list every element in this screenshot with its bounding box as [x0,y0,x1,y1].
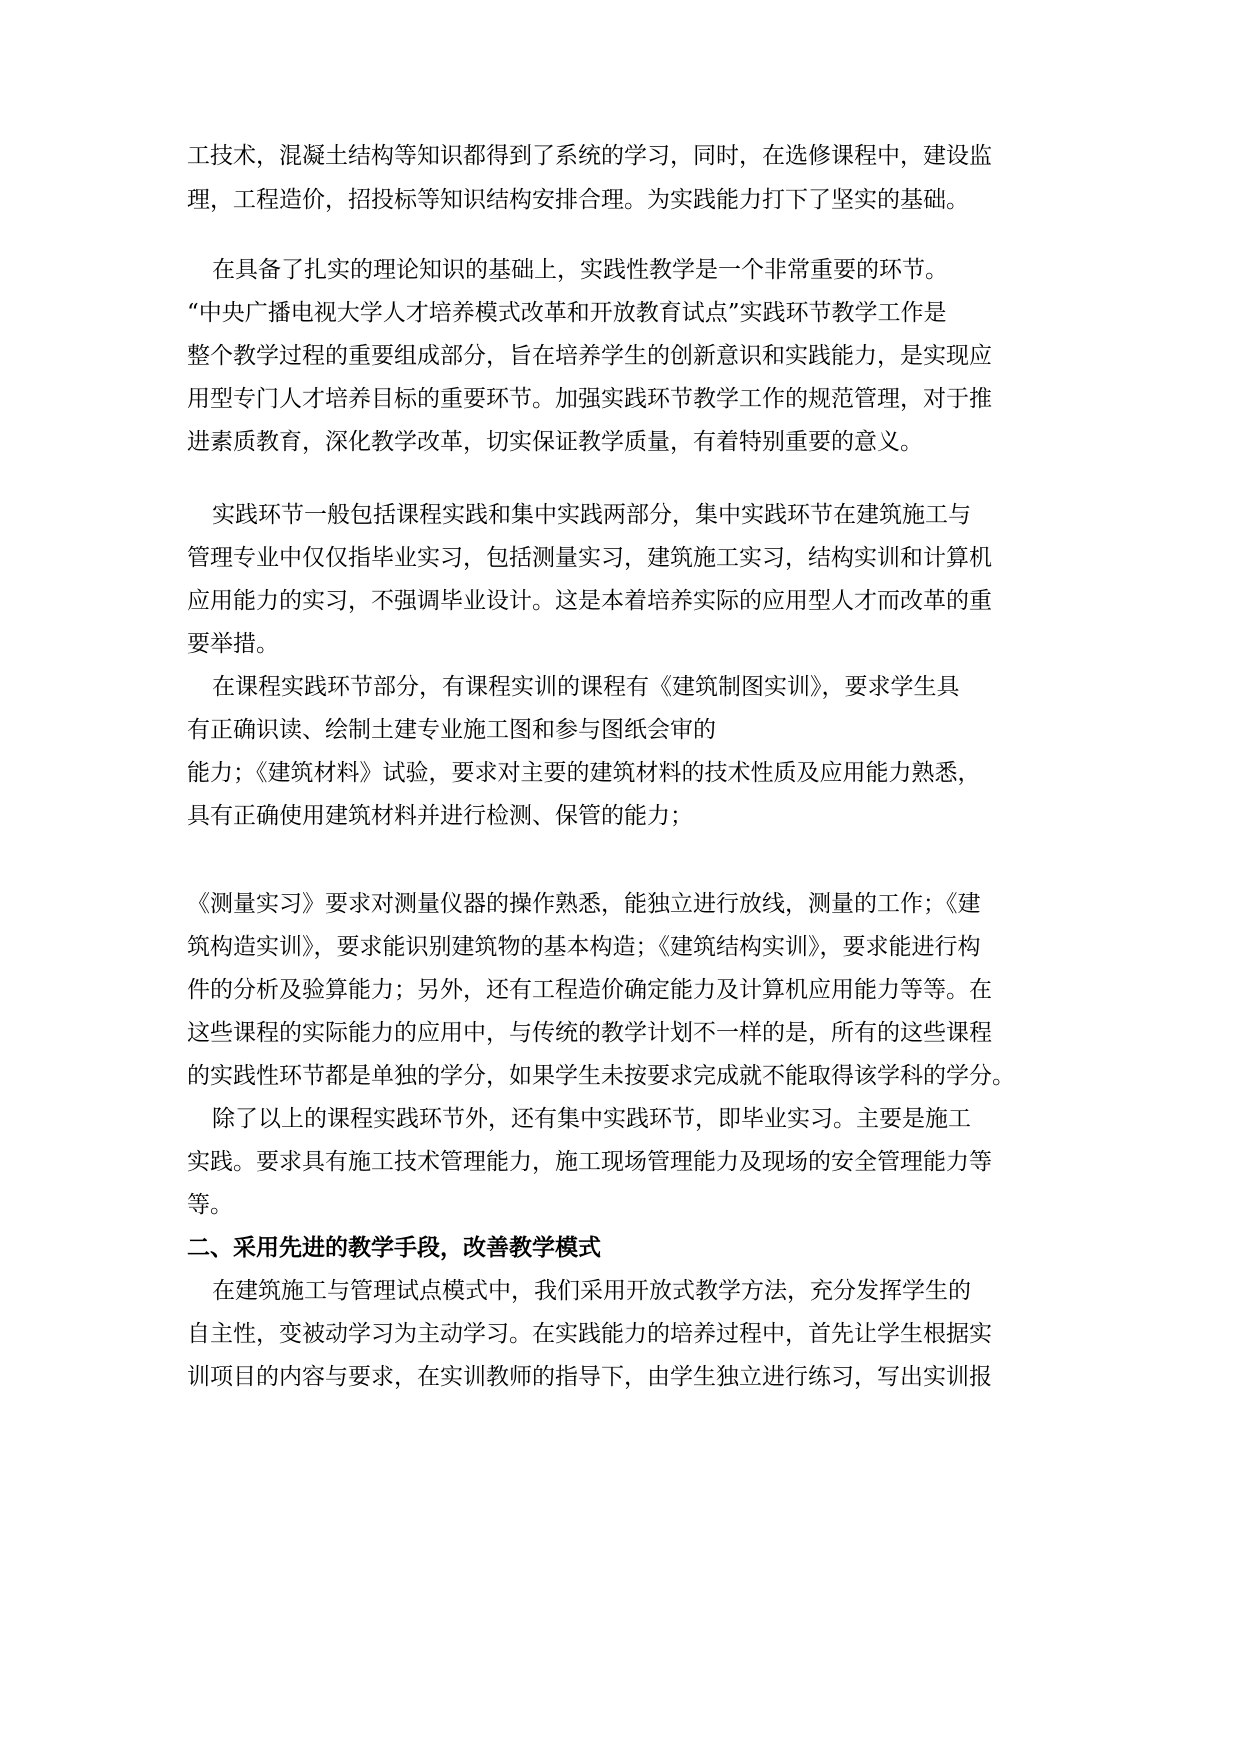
text-line: 《测量实习》要求对测量仪器的操作熟悉，能独立进行放线，测量的工作；《建 [187,891,981,917]
text-line: 除了以上的课程实践环节外，还有集中实践环节，即毕业实习。主要是施工 [212,1106,971,1132]
text-line: 能力；《建筑材料》试验，要求对主要的建筑材料的技术性质及应用能力熟悉， [187,760,981,786]
text-line: 整个教学过程的重要组成部分，旨在培养学生的创新意识和实践能力，是实现应 [187,343,992,369]
text-line: 工技术，混凝土结构等知识都得到了系统的学习，同时，在选修课程中，建设监 [187,143,992,169]
text-line: 等。 [187,1192,233,1218]
text-line: 在课程实践环节部分，有课程实训的课程有《建筑制图实训》，要求学生具 [212,674,960,700]
text-line: 件的分析及验算能力；另外，还有工程造价确定能力及计算机应用能力等等。在 [187,977,992,1003]
text-line: 用型专门人才培养目标的重要环节。加强实践环节教学工作的规范管理，对于推 [187,386,992,412]
text-line: 理，工程造价，招投标等知识结构安排合理。为实践能力打下了坚实的基础。 [187,187,969,213]
text-line: 要举措。 [187,631,279,657]
text-line: 具有正确使用建筑材料并进行检测、保管的能力； [187,803,693,829]
text-line: 实践环节一般包括课程实践和集中实践两部分，集中实践环节在建筑施工与 [212,502,971,528]
text-line: 应用能力的实习，不强调毕业设计。这是本着培养实际的应用型人才而改革的重 [187,588,992,614]
text-line: 在建筑施工与管理试点模式中，我们采用开放式教学方法，充分发挥学生的 [212,1278,971,1304]
text-line: 自主性，变被动学习为主动学习。在实践能力的培养过程中，首先让学生根据实 [187,1321,992,1347]
text-line: 的实践性环节都是单独的学分，如果学生未按要求完成就不能取得该学科的学分。 [187,1063,1015,1089]
text-line: 有正确识读、绘制土建专业施工图和参与图纸会审的 [187,717,716,743]
text-line: 实践。要求具有施工技术管理能力，施工现场管理能力及现场的安全管理能力等 [187,1149,992,1175]
text-line: 训项目的内容与要求，在实训教师的指导下，由学生独立进行练习，写出实训报 [187,1364,992,1390]
text-line: 这些课程的实际能力的应用中，与传统的教学计划不一样的是，所有的这些课程 [187,1020,992,1046]
text-line: 进素质教育，深化教学改革，切实保证教学质量，有着特别重要的意义。 [187,429,923,455]
text-line: 管理专业中仅仅指毕业实习，包括测量实习，建筑施工实习，结构实训和计算机 [187,545,992,571]
section-heading: 二、采用先进的教学手段，改善教学模式 [187,1235,601,1261]
text-line: “中央广播电视大学人才培养模式改革和开放教育试点”实践环节教学工作是 [187,300,947,326]
text-line: 在具备了扎实的理论知识的基础上，实践性教学是一个非常重要的环节。 [212,257,948,283]
text-line: 筑构造实训》，要求能识别建筑物的基本构造；《建筑结构实训》，要求能进行构 [187,934,981,960]
